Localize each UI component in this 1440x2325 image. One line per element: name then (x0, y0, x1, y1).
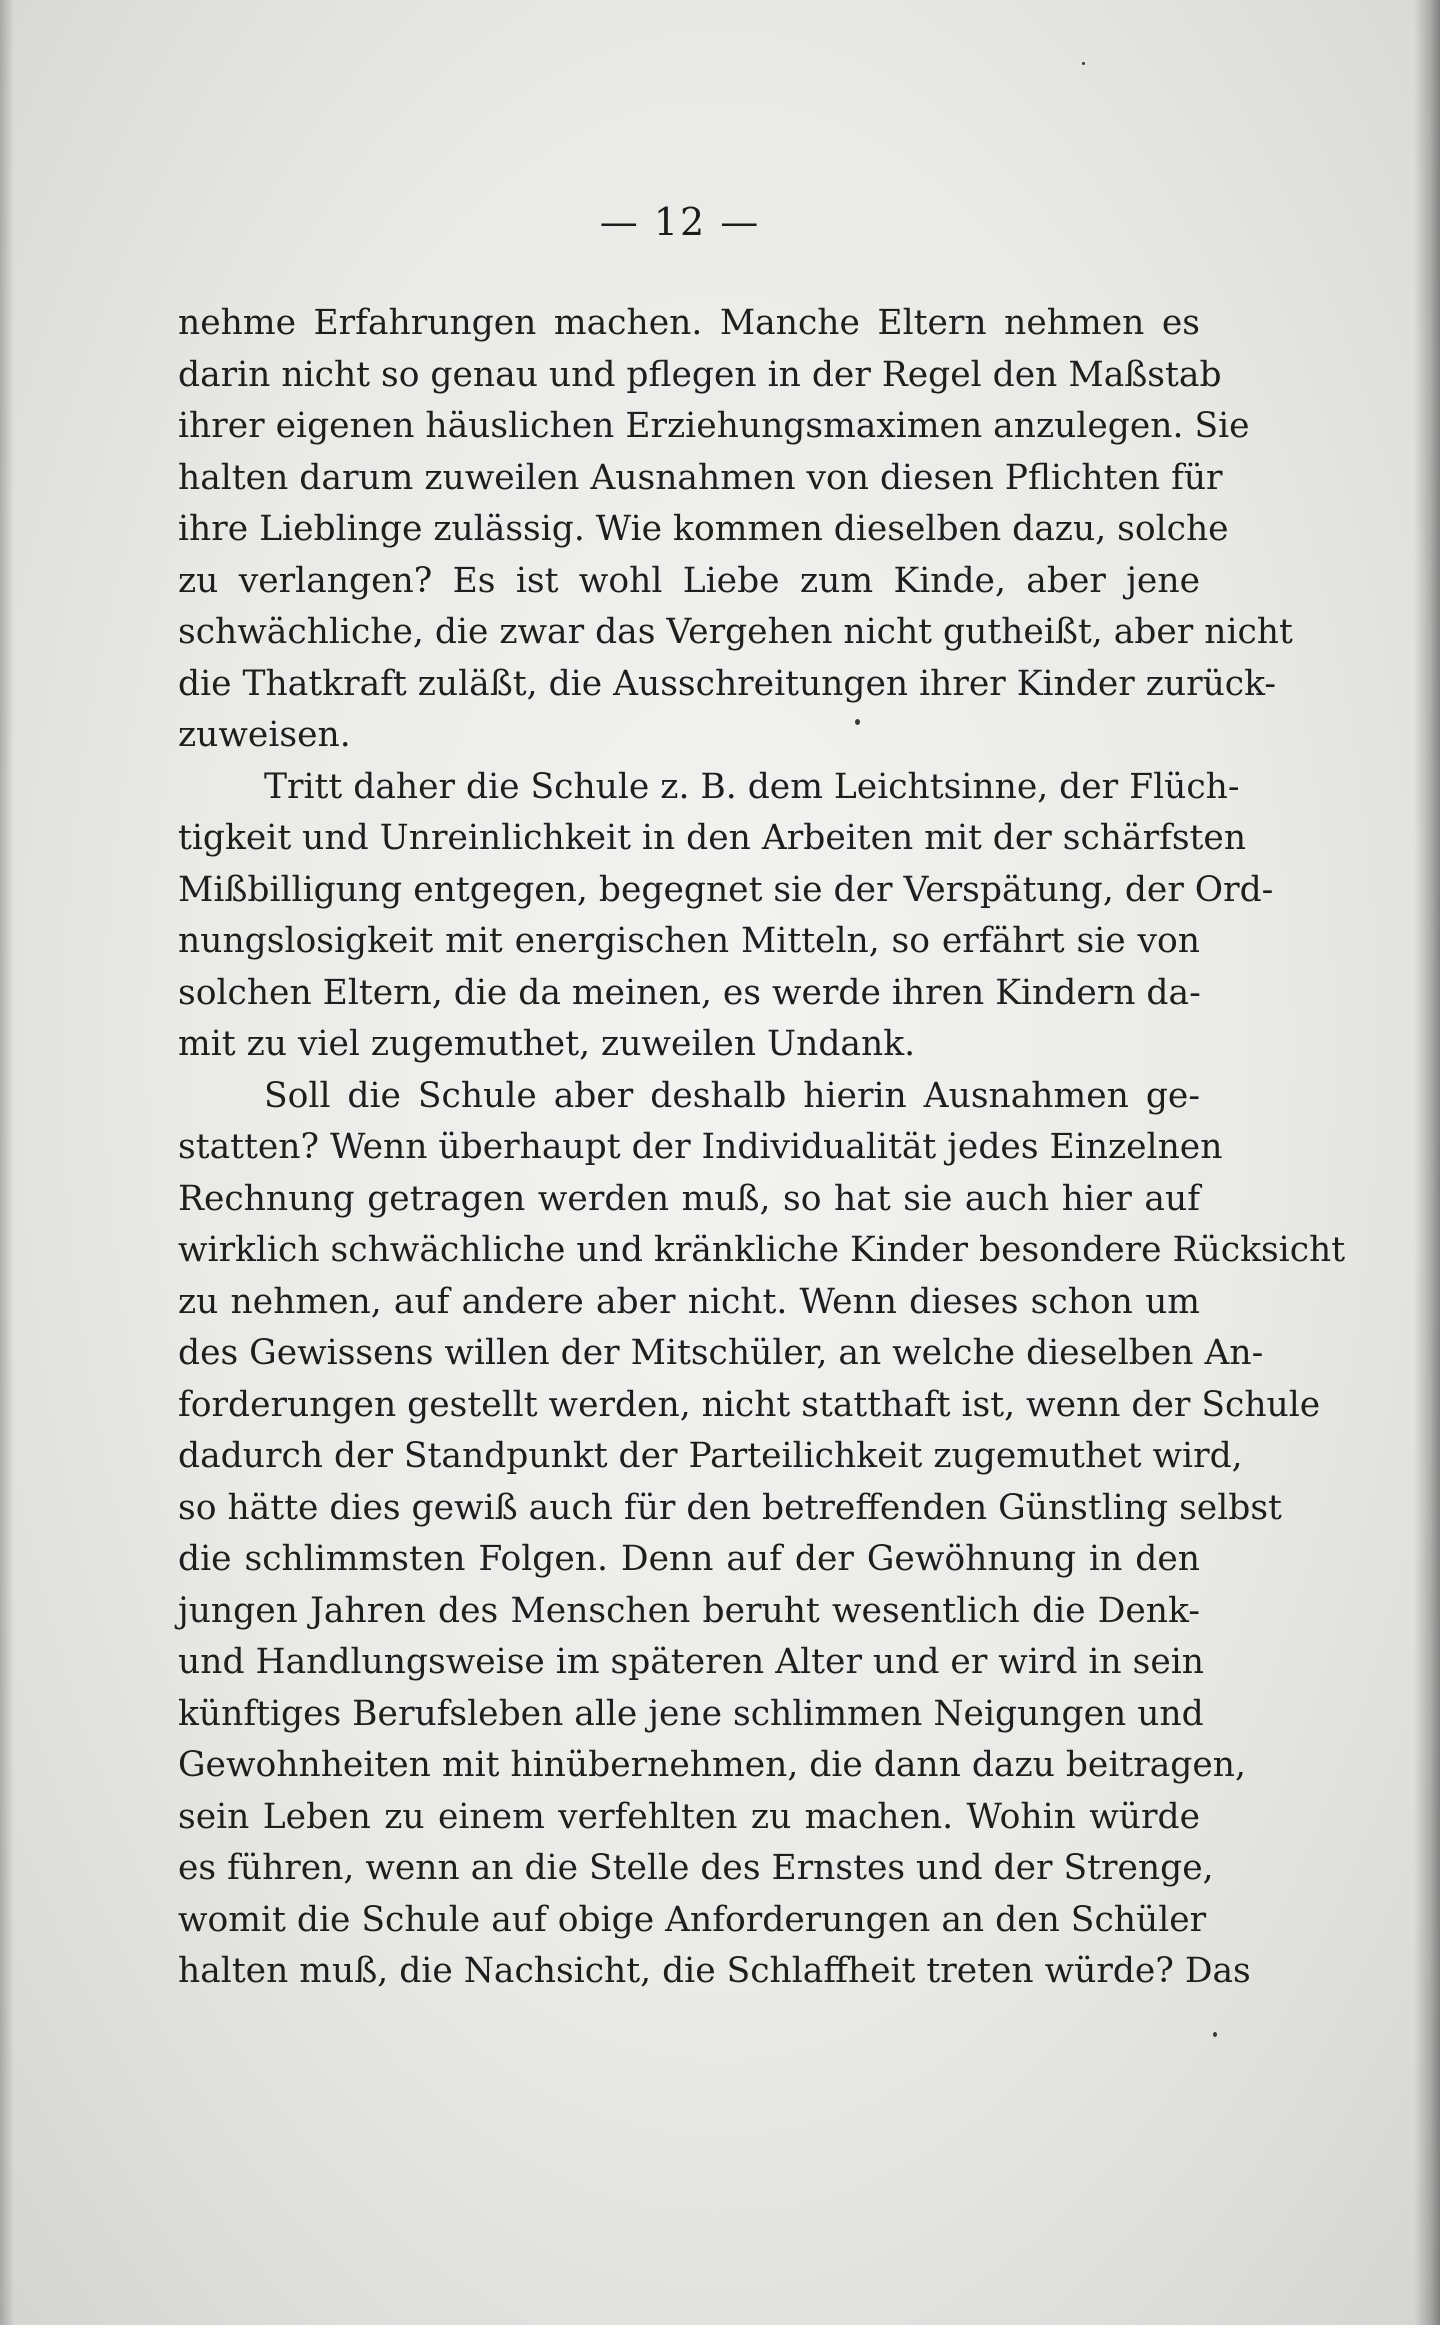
paper-speck (1213, 2032, 1217, 2037)
text-line: künftiges Berufsleben alle jene schlimmen Neigungen und (178, 1693, 1204, 1734)
text-line: halten muß, die Nachsicht, die Schlaffheit treten würde? Das (178, 1951, 1251, 1991)
text-line: Soll die Schule aber deshalb hierin Ausnahmen ge- (264, 1075, 1200, 1116)
text-line: solchen Eltern, die da meinen, es werde ihren Kindern da- (178, 972, 1201, 1013)
text-line: Tritt daher die Schule z. B. dem Leichtsinne, der Flüch- (264, 766, 1240, 807)
page-edge-shadow-left (0, 0, 14, 2325)
text-line: ihre Lieblinge zulässig. Wie kommen dieselben dazu, solche (178, 509, 1229, 549)
text-line: womit die Schule auf obige Anforderungen an den Schüler (178, 1899, 1207, 1940)
text-line: Mißbilligung entgegen, begegnet sie der Verspätung, der Ord- (178, 869, 1274, 910)
text-line: schwächliche, die zwar das Vergehen nicht gutheißt, aber nicht (178, 612, 1293, 652)
text-line: Rechnung getragen werden muß, so hat sie auch hier auf (178, 1178, 1200, 1219)
text-line: die Thatkraft zuläßt, die Ausschreitungen ihrer Kinder zurück- (178, 663, 1277, 704)
text-line: wirklich schwächliche und kränkliche Kinder besondere Rücksicht (178, 1230, 1346, 1270)
page-edge-shadow-right (1414, 0, 1440, 2325)
page-number: — 12 — (599, 200, 761, 244)
paper-speck (1082, 62, 1085, 65)
text-line: dadurch der Standpunkt der Parteilichkeit zugemuthet wird, (178, 1436, 1243, 1476)
body-text (178, 298, 1346, 1998)
text-line: nungslosigkeit mit energischen Mitteln, so erfährt sie von (178, 921, 1200, 961)
text-line: und Handlungsweise im späteren Alter und er wird in sein (178, 1642, 1204, 1682)
text-line: ihrer eigenen häuslichen Erziehungsmaximen anzulegen. Sie (178, 406, 1250, 446)
text-line: nehme Erfahrungen machen. Manche Eltern nehmen es (178, 303, 1200, 343)
text-line: zu verlangen? Es ist wohl Liebe zum Kinde, aber jene (178, 560, 1200, 601)
text-line: zu nehmen, auf andere aber nicht. Wenn dieses schon um (178, 1281, 1200, 1322)
text-line: es führen, wenn an die Stelle des Ernstes und der Strenge, (178, 1848, 1214, 1888)
text-line: forderungen gestellt werden, nicht statthaft ist, wenn der Schule (178, 1384, 1321, 1425)
text-line: sein Leben zu einem verfehlten zu machen. Wohin würde (178, 1796, 1200, 1837)
paragraph-3 (178, 1071, 1346, 1998)
paragraph-1 (178, 298, 1293, 762)
text-line: statten? Wenn überhaupt der Individualität jedes Einzelnen (178, 1127, 1223, 1167)
text-line: des Gewissens willen der Mitschüler, an welche dieselben An- (178, 1333, 1264, 1373)
paragraph-2 (178, 762, 1274, 1071)
text-line: jungen Jahren des Menschen beruht wesentlich die Denk- (178, 1590, 1200, 1631)
text-line: tigkeit und Unreinlichkeit in den Arbeiten mit der schärfsten (178, 818, 1247, 858)
text-line: darin nicht so genau und pflegen in der Regel den Maßstab (178, 354, 1222, 395)
text-line: Gewohnheiten mit hinübernehmen, die dann dazu beitragen, (178, 1745, 1246, 1785)
text-line: mit zu viel zugemuthet, zuweilen Undank. (178, 1024, 916, 1064)
text-line: zuweisen. (178, 715, 351, 755)
text-line: halten darum zuweilen Ausnahmen von diesen Pflichten für (178, 457, 1223, 498)
text-line: so hätte dies gewiß auch für den betreffenden Günstling selbst (178, 1487, 1282, 1528)
text-line: die schlimmsten Folgen. Denn auf der Gewöhnung in den (178, 1539, 1200, 1579)
